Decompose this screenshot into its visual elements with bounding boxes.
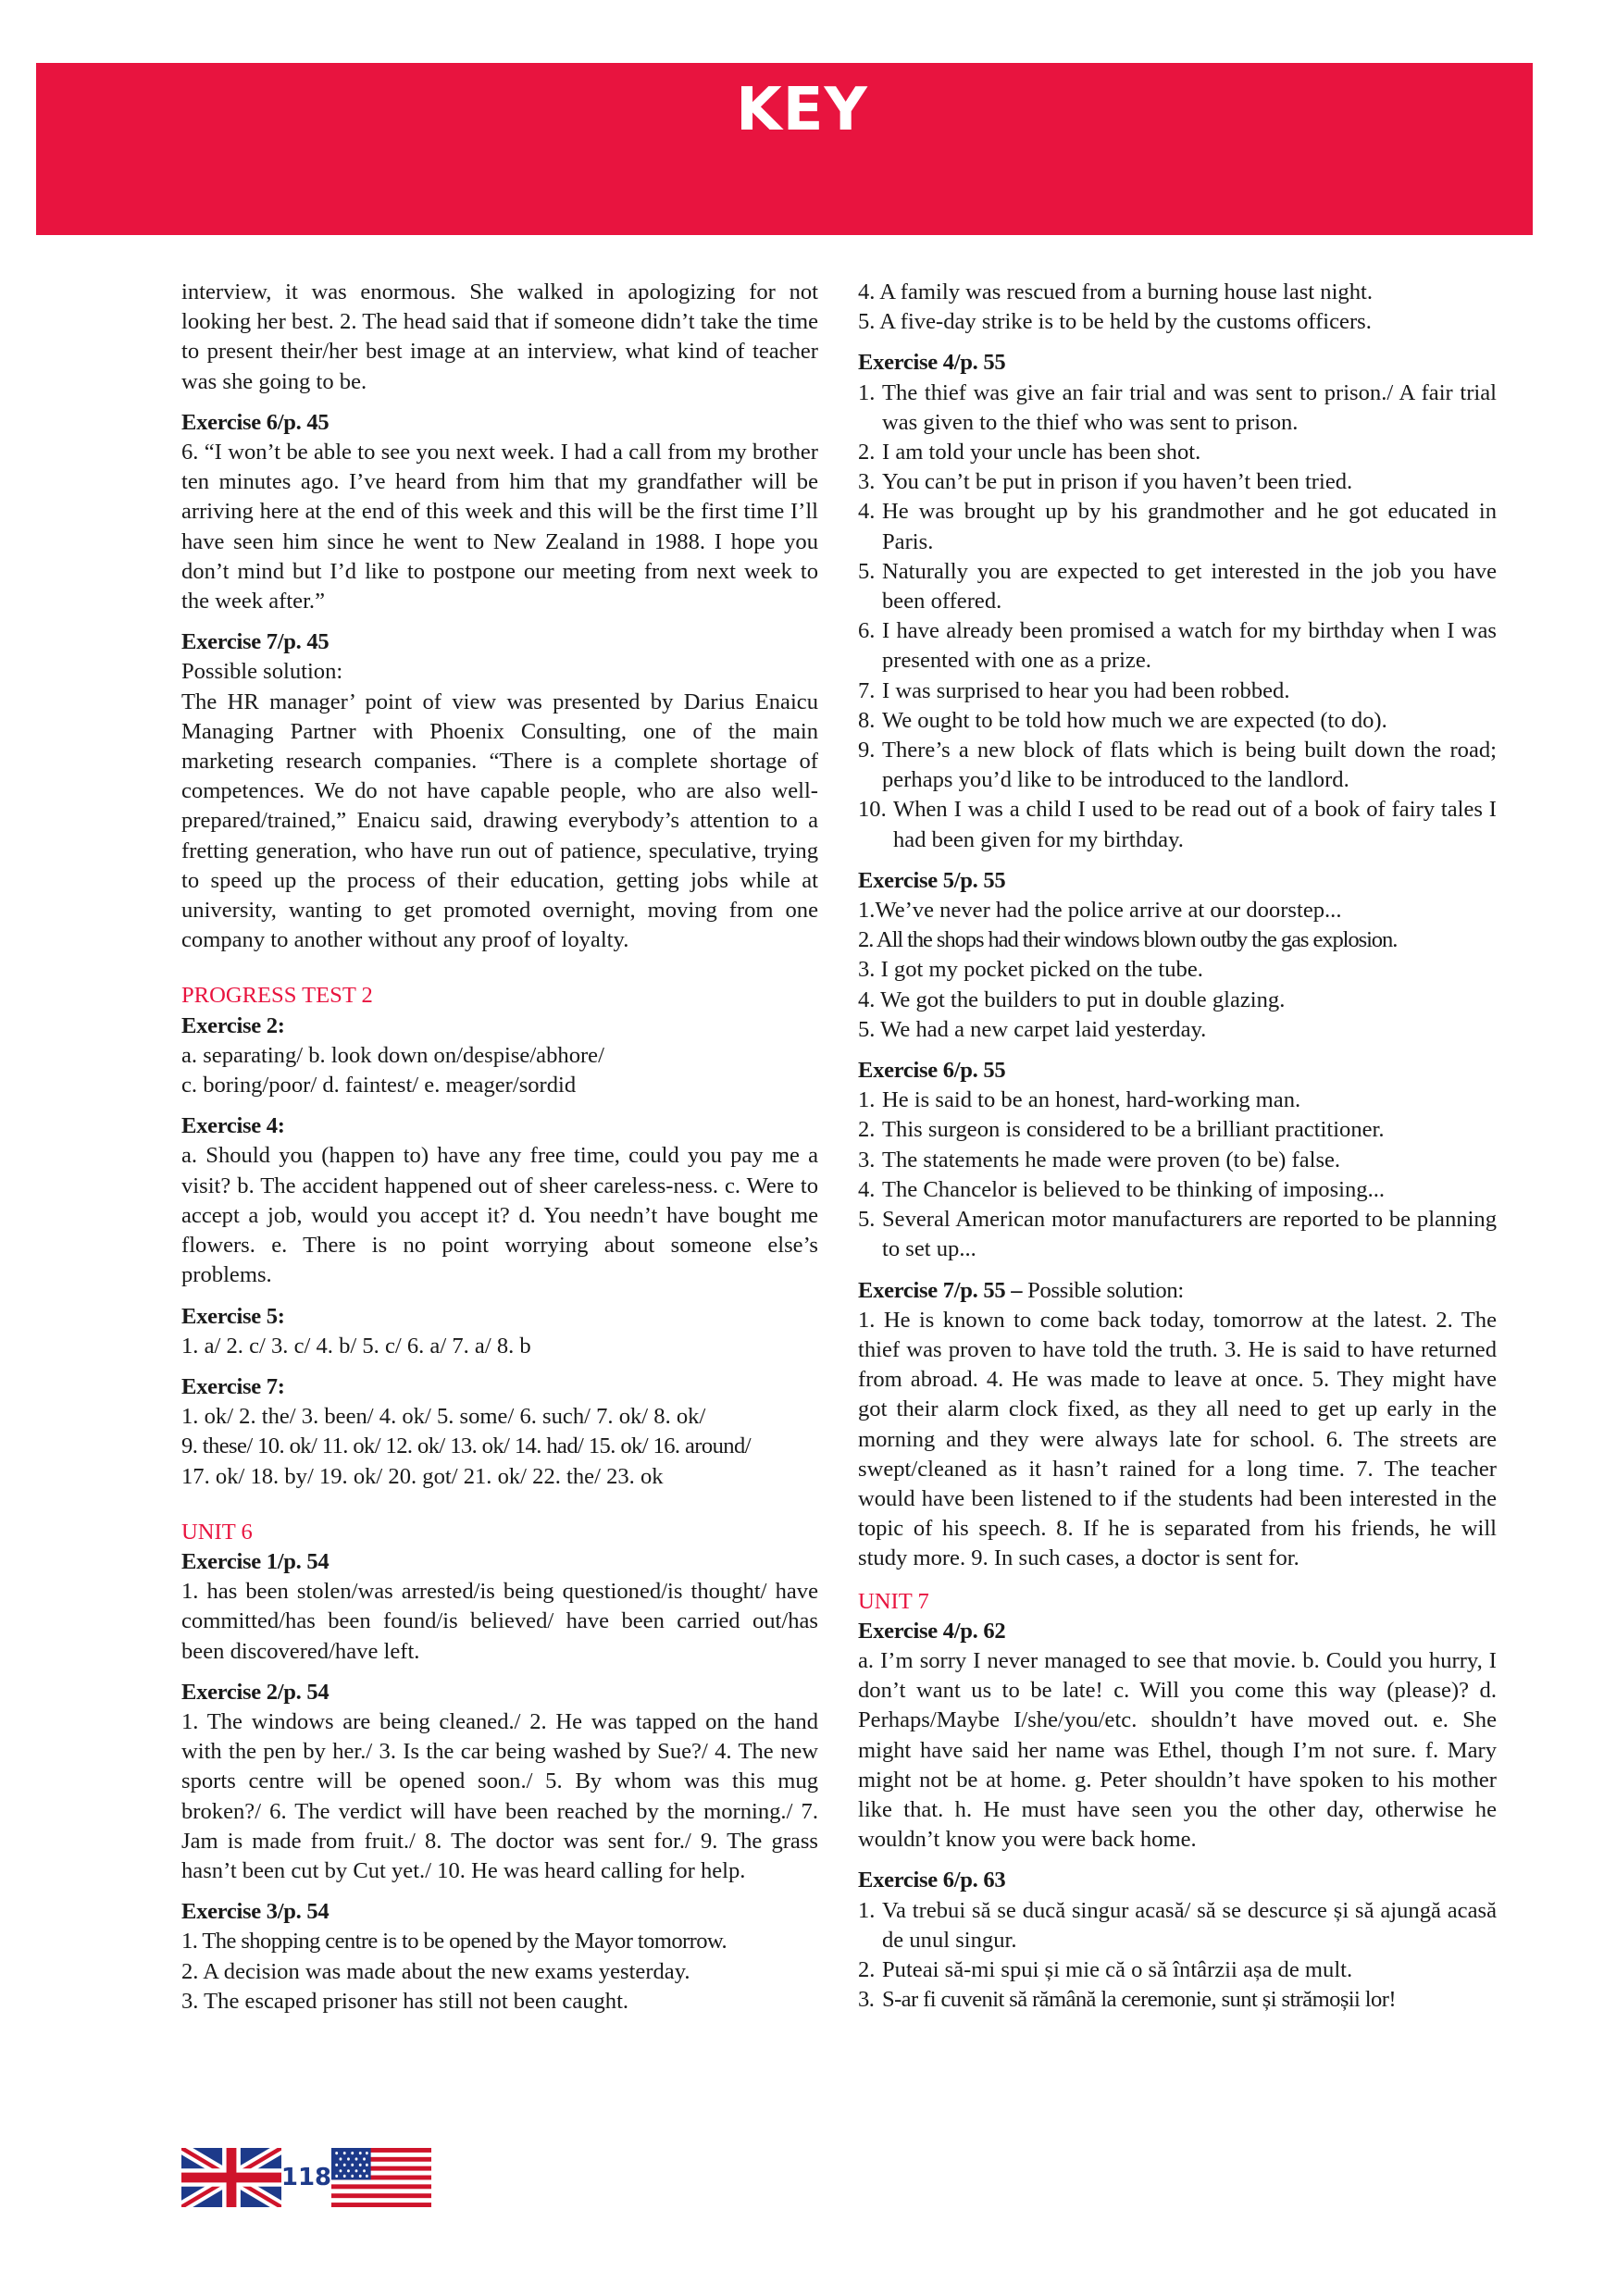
- exercise-line: c. boring/poor/ d. faintest/ e. meager/sordid: [181, 1073, 577, 1098]
- list-item: 1. Va trebui să se ducă singur acasă/ să se descurce și să ajungă acasă de unul singur.: [858, 1897, 1497, 1953]
- list-item: 1. He is said to be an honest, hard-working man.: [858, 1087, 1301, 1113]
- list-item: 8. We ought to be told how much we are expected (to do).: [858, 707, 1387, 733]
- exercise-subheading: Possible solution:: [181, 659, 343, 685]
- numbered-list: [858, 795, 1497, 854]
- list-item: 4. We got the builders to put in double glazing.: [858, 987, 1286, 1012]
- us-flag-icon: [331, 2148, 431, 2207]
- list-item: 6. I have already been promised a watch for my birthday when I was presented with one as a prize.: [858, 618, 1497, 674]
- list-item: 2. All the shops had their windows blown outby the gas explosion.: [858, 927, 1398, 953]
- exercise-heading: Exercise 5/p. 55: [858, 867, 1006, 893]
- list-item: 4. A family was rescued from a burning house last night.: [858, 279, 1373, 304]
- exercise-line: a. separating/ b. look down on/despise/abhore/: [181, 1042, 604, 1068]
- numbered-list: [858, 1086, 1497, 1264]
- numbered-list: [858, 379, 1497, 796]
- exercise-heading: Exercise 3/p. 54: [181, 1899, 330, 1925]
- list-item: 3. S-ar fi cuvenit să rămână la ceremonie, sunt și strămoșii lor!: [858, 1987, 1396, 2013]
- list-item: 2. A decision was made about the new exams yesterday.: [181, 1958, 690, 1984]
- exercise-subheading: Possible solution:: [1027, 1277, 1184, 1303]
- list-item: 5. Several American motor manufacturers are reported to be planning to set up...: [858, 1207, 1497, 1262]
- exercise-heading: Exercise 6/p. 55: [858, 1058, 1006, 1084]
- section-title: UNIT 6: [181, 1519, 253, 1545]
- exercise-heading: Exercise 7/p. 45: [181, 629, 330, 655]
- exercise-heading: Exercise 6/p. 45: [181, 409, 330, 435]
- list-item: 4. The Chancelor is believed to be thinking of imposing...: [858, 1176, 1386, 1202]
- exercise-heading: Exercise 2/p. 54: [181, 1679, 330, 1705]
- page-footer: [181, 2148, 431, 2207]
- list-item: 3. The escaped prisoner has still not been caught.: [181, 1988, 629, 2014]
- exercise-heading: Exercise 4/p. 62: [858, 1618, 1006, 1644]
- intro-paragraph: interview, it was enormous. She walked in apologizing for not looking her best. 2. The head said that if someone didn’t take the time to present their/her best image at an interview, what kind of teacher was she going to be.: [181, 279, 818, 394]
- list-item: 10. When I was a child I used to be read out of a book of fairy tales I had been given for my birthday.: [858, 797, 1497, 852]
- page-title: KEY: [736, 76, 868, 144]
- list-item: 3. The statements he made were proven (to be) false.: [858, 1147, 1341, 1173]
- list-item: 5. We had a new carpet laid yesterday.: [858, 1016, 1207, 1042]
- right-column: [858, 278, 1497, 2015]
- section-title: PROGRESS TEST 2: [181, 983, 373, 1009]
- exercise-heading: Exercise 4/p. 55: [858, 350, 1006, 376]
- exercise-heading: Exercise 6/p. 63: [858, 1868, 1006, 1893]
- exercise-heading: Exercise 4:: [181, 1113, 285, 1139]
- exercise-heading: Exercise 2:: [181, 1012, 285, 1038]
- exercise-text: 6. “I won’t be able to see you next week. I had a call from my brother ten minutes ago. I’ve heard from him that my grandfather will be arriving here at the end of this week and this will be the first time I’ll have seen him since he went to New Zealand in 1988. I hope you don’t mind but I’d like to postpone our meeting from next week to the week after.”: [181, 440, 818, 614]
- list-item: 4. He was brought up by his grandmother and he got educated in Paris.: [858, 499, 1497, 554]
- list-item: 1. The thief was give an fair trial and was sent to prison./ A fair trial was given to the thief who was sent to prison.: [858, 379, 1497, 435]
- exercise-text: a. Should you (happen to) have any free time, could you pay me a visit? b. The accident happened out of sheer careless-ness. c. Were to accept a job, would you accept it? d. You needn’t have bought me flowers. e. There is no point worrying about someone else’s problems.: [181, 1143, 818, 1288]
- exercise-heading: Exercise 7:: [181, 1373, 285, 1399]
- exercise-line: 1. ok/ 2. the/ 3. been/ 4. ok/ 5. some/ 6. such/ 7. ok/ 8. ok/: [181, 1404, 706, 1430]
- list-item: 9. There’s a new block of flats which is being built down the road; perhaps you’d like to be introduced to the landlord.: [858, 738, 1497, 793]
- list-item: 1. The shopping centre is to be opened by the Mayor tomorrow.: [181, 1929, 727, 1955]
- list-item: 2. I am told your uncle has been shot.: [858, 440, 1201, 465]
- section-title: UNIT 7: [858, 1588, 929, 1614]
- exercise-text: 1. a/ 2. c/ 3. c/ 4. b/ 5. c/ 6. a/ 7. a/ 8. b: [181, 1333, 531, 1359]
- page-number: 118: [280, 2164, 332, 2191]
- list-item: 2. Puteai să-mi spui și mie că o să întârzii așa de mult.: [858, 1956, 1353, 1982]
- exercise-line: 9. these/ 10. ok/ 11. ok/ 12. ok/ 13. ok/ 14. had/ 15. ok/ 16. around/: [181, 1433, 751, 1459]
- list-item: 1.We’ve never had the police arrive at our doorstep...: [858, 898, 1342, 924]
- list-item: 5. A five-day strike is to be held by the customs officers.: [858, 309, 1372, 335]
- numbered-list: [858, 1896, 1497, 2016]
- list-item: 7. I was surprised to hear you had been robbed.: [858, 677, 1290, 703]
- list-item: 3. You can’t be put in prison if you haven’t been tried.: [858, 469, 1353, 495]
- exercise-heading: Exercise 1/p. 54: [181, 1548, 330, 1574]
- list-item: 3. I got my pocket picked on the tube.: [858, 957, 1203, 983]
- exercise-line: 17. ok/ 18. by/ 19. ok/ 20. got/ 21. ok/ 22. the/ 23. ok: [181, 1463, 664, 1489]
- list-item: 5. Naturally you are expected to get interested in the job you have been offered.: [858, 558, 1497, 614]
- exercise-text: 1. has been stolen/was arrested/is being questioned/is thought/ have committed/has been found/is believed/ have been carried out/has been discovered/have left.: [181, 1579, 818, 1664]
- list-item: 2. This surgeon is considered to be a brilliant practitioner.: [858, 1117, 1385, 1143]
- exercise-text: The HR manager’ point of view was presented by Darius Enaicu Managing Partner with Phoenix Consulting, one of the main marketing research companies. “There is a complete shortage of competences. We do not have capable people, who are also well-prepared/trained,” Enaicu said, drawing everybody’s attention to a fretting generation, who have run out of patience, speculative, trying to speed up the process of their education, getting jobs while at university, wanting to get promoted overnight, moving from one company to another without any proof of loyalty.: [181, 689, 818, 953]
- exercise-text: a. I’m sorry I never managed to see that movie. b. Could you hurry, I don’t want us to be late! c. Will you come this way (please)? d. Perhaps/Maybe I/she/you/etc. shouldn’t have moved out. e. She might have said her name was Ethel, though I’m not sure. f. Mary might not be at home. g. Peter shouldn’t have spoken to his mother like that. h. He must have seen you the other day, otherwise he wouldn’t know you were back home.: [858, 1647, 1497, 1853]
- left-column: [181, 278, 818, 2017]
- uk-flag-icon: [181, 2148, 281, 2207]
- exercise-heading: Exercise 5:: [181, 1303, 285, 1329]
- exercise-text: 1. The windows are being cleaned./ 2. He was tapped on the hand with the pen by her./ 3. Is the car being washed by Sue?/ 4. The new sports centre will be opened soon./ 5. By whom was this mug broken?/ 6. The verdict will have been reached by the morning./ 7. Jam is made from fruit./ 8. The doctor was sent for./ 9. The grass hasn’t been cut by Cut yet./ 10. He was heard calling for help.: [181, 1708, 818, 1883]
- exercise-text: 1. He is known to come back today, tomorrow at the latest. 2. The thief was proven to have told the truth. 3. He is said to have returned from abroad. 4. He was made to leave at once. 5. They might have got their alarm clock fixed, as they all need to get up early in the morning and they were always late for school. 6. The streets are swept/cleaned as it hasn’t rained for a long time. 7. The teacher would have been listened to if the students had been interested in the topic of his speech. 8. If he is separated from his friends, he will study more. 9. In such cases, a doctor is sent for.: [858, 1307, 1497, 1571]
- exercise-heading: Exercise 7/p. 55 – Possible solution:: [858, 1277, 1184, 1303]
